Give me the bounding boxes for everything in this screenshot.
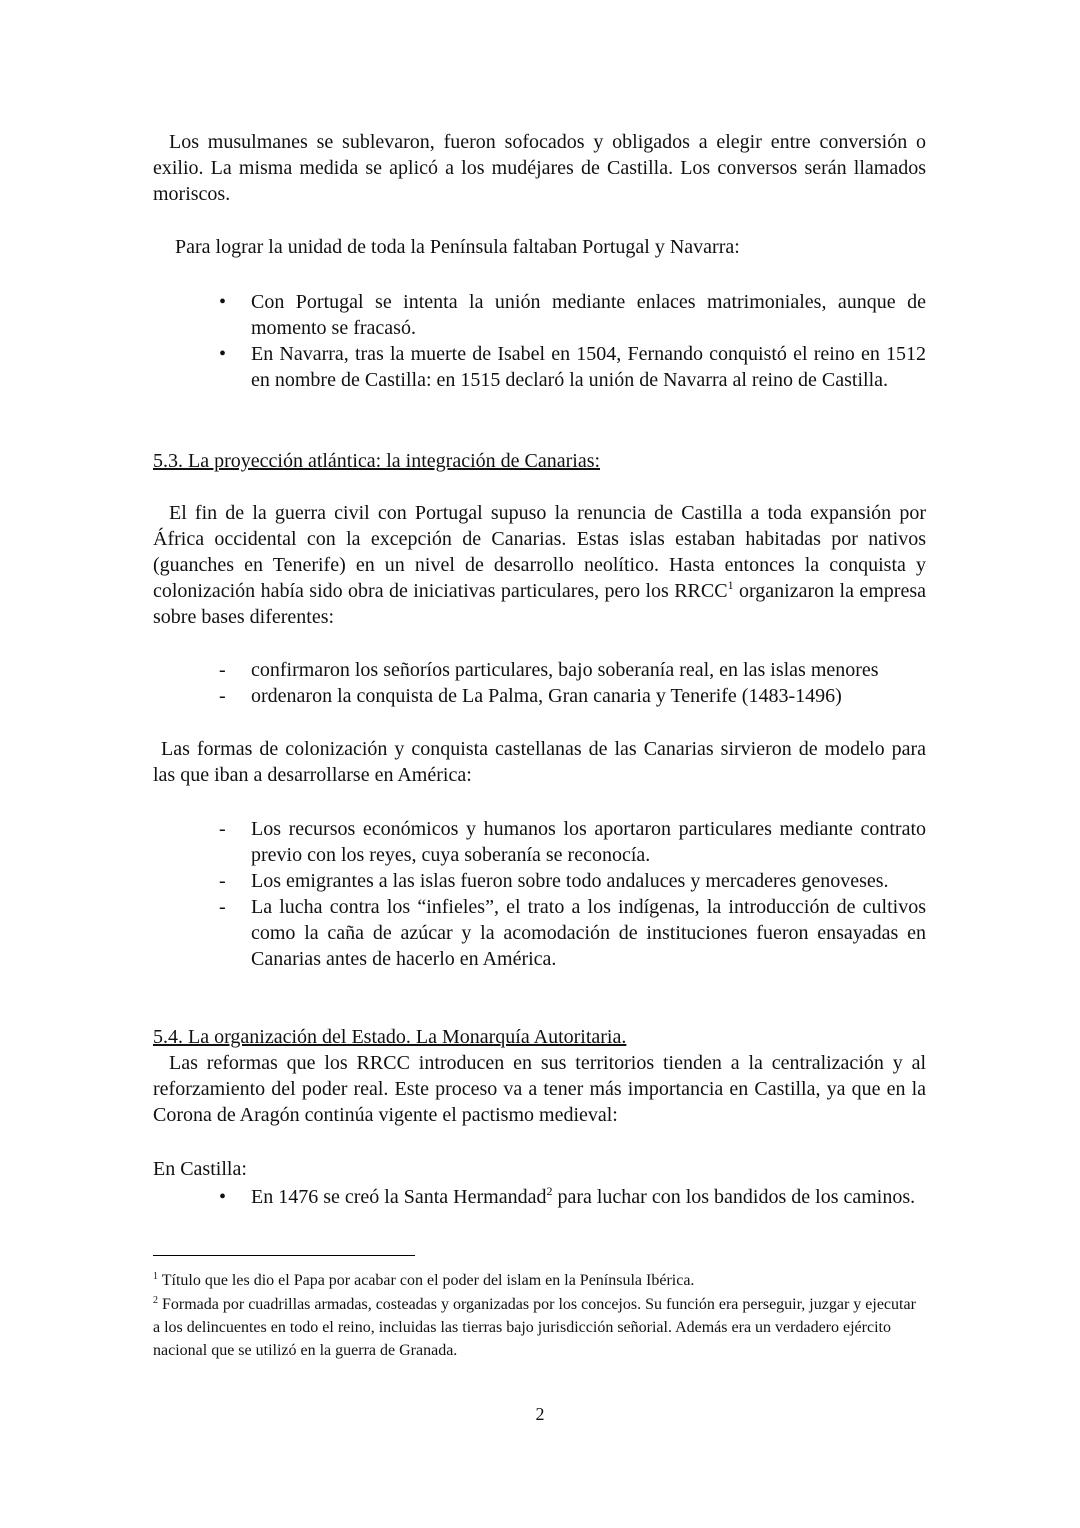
list-item-text: confirmaron los señoríos particulares, bajo soberanía real, en las islas menores	[251, 659, 879, 681]
paragraph-en-castilla: En Castilla:	[153, 1158, 247, 1180]
bullet-icon: •	[219, 291, 227, 313]
dash-icon: -	[219, 896, 226, 918]
list-item-text: Con Portugal se intenta la unión mediante enlaces matrimoniales, aunque de momento se fracasó.	[251, 291, 926, 339]
list-item-text: En 1476 se creó la Santa Hermandad	[251, 1186, 547, 1208]
list-item-text: para luchar con los bandidos de los caminos.	[552, 1186, 916, 1208]
footnote-1	[153, 1269, 926, 1292]
dash-icon: -	[219, 685, 226, 707]
page-number: 2	[535, 1404, 545, 1424]
paragraph-canarias	[153, 500, 926, 630]
dash-list-rrcc	[153, 657, 926, 709]
list-item	[153, 894, 926, 972]
paragraph-text: El fin de la guerra civil con Portugal supuso la renuncia de Castilla a toda expansión por África occidental con la excepción de Canarias. Estas islas estaban habitadas por nativos (guanches en Tenerife) en un nivel de desarrollo neolítico. Hasta entonces la conquista y colonización había sido obra de iniciativas particulares, pero los RRCC	[153, 502, 926, 602]
bullet-list-portugal-navarra	[153, 289, 926, 393]
dash-icon: -	[219, 818, 226, 840]
section-heading-5-3: 5.3. La proyección atlántica: la integración de Canarias:	[153, 450, 601, 472]
list-item	[153, 657, 926, 683]
list-item	[153, 341, 926, 393]
list-item-text: En Navarra, tras la muerte de Isabel en 1504, Fernando conquistó el reino en 1512 en nombre de Castilla: en 1515 declaró la unión de Navarra al reino de Castilla.	[251, 343, 926, 391]
footnote-number: 2	[153, 1295, 158, 1306]
list-item	[153, 1184, 926, 1210]
footnote-ref[interactable]: 2	[546, 1184, 553, 1198]
footnote-number: 1	[153, 1271, 158, 1282]
list-item	[153, 289, 926, 341]
bullet-icon: •	[219, 343, 227, 365]
list-item-text: ordenaron la conquista de La Palma, Gran canaria y Tenerife (1483-1496)	[251, 685, 842, 707]
dash-icon: -	[219, 870, 226, 892]
footnote-text: Formada por cuadrillas armadas, costeadas y organizadas por los concejos. Su función era perseguir, juzgar y ejecutar a los delincuentes en todo el reino, incluidas las tierras bajo jurisdicción señorial. Además era un verdadero ejército nacional que se utilizó en la guerra de Granada.	[153, 1296, 916, 1359]
list-item-text: La lucha contra los “infieles”, el trato a los indígenas, la introducción de cultivos como la caña de azúcar y la acomodación de instituciones fueron ensayadas en Canarias antes de hacerlo en América.	[251, 896, 926, 970]
footnote-divider	[153, 1255, 415, 1256]
paragraph-modelo: Las formas de colonización y conquista castellanas de las Canarias sirvieron de modelo para las que iban a desarrollarse en América:	[153, 738, 926, 786]
footnote-2	[153, 1293, 926, 1362]
paragraph-text: organizaron la empresa sobre bases diferentes:	[153, 580, 926, 628]
list-item-text: Los recursos económicos y humanos los aportaron particulares mediante contrato previo con los reyes, cuya soberanía se reconocía.	[251, 818, 926, 866]
bullet-icon: •	[219, 1186, 227, 1208]
list-item	[153, 816, 926, 868]
section-heading-5-4: 5.4. La organización del Estado. La Monarquía Autoritaria.	[153, 1026, 627, 1048]
dash-icon: -	[219, 659, 226, 681]
paragraph-moriscos: Los musulmanes se sublevaron, fueron sofocados y obligados a elegir entre conversión o exilio. La misma medida se aplicó a los mudéjares de Castilla. Los conversos serán llamados moriscos.	[153, 131, 926, 205]
paragraph-reformas: Las reformas que los RRCC introducen en sus territorios tienden a la centralización y al reforzamiento del poder real. Este proceso va a tener más importancia en Castilla, ya que en la Corona de Aragón continúa vigente el pactismo medieval:	[153, 1052, 926, 1126]
footnote-ref[interactable]: 1	[727, 578, 734, 592]
bullet-list-castilla	[153, 1184, 926, 1210]
list-item	[153, 868, 926, 894]
dash-list-colonizacion	[153, 816, 926, 972]
list-item-text: Los emigrantes a las islas fueron sobre todo andaluces y mercaderes genoveses.	[251, 870, 889, 892]
list-item	[153, 683, 926, 709]
footnote-text: Título que les dio el Papa por acabar con el poder del islam en la Península Ibérica.	[161, 1272, 695, 1289]
paragraph-unidad: Para lograr la unidad de toda la Península faltaban Portugal y Navarra:	[175, 236, 740, 258]
